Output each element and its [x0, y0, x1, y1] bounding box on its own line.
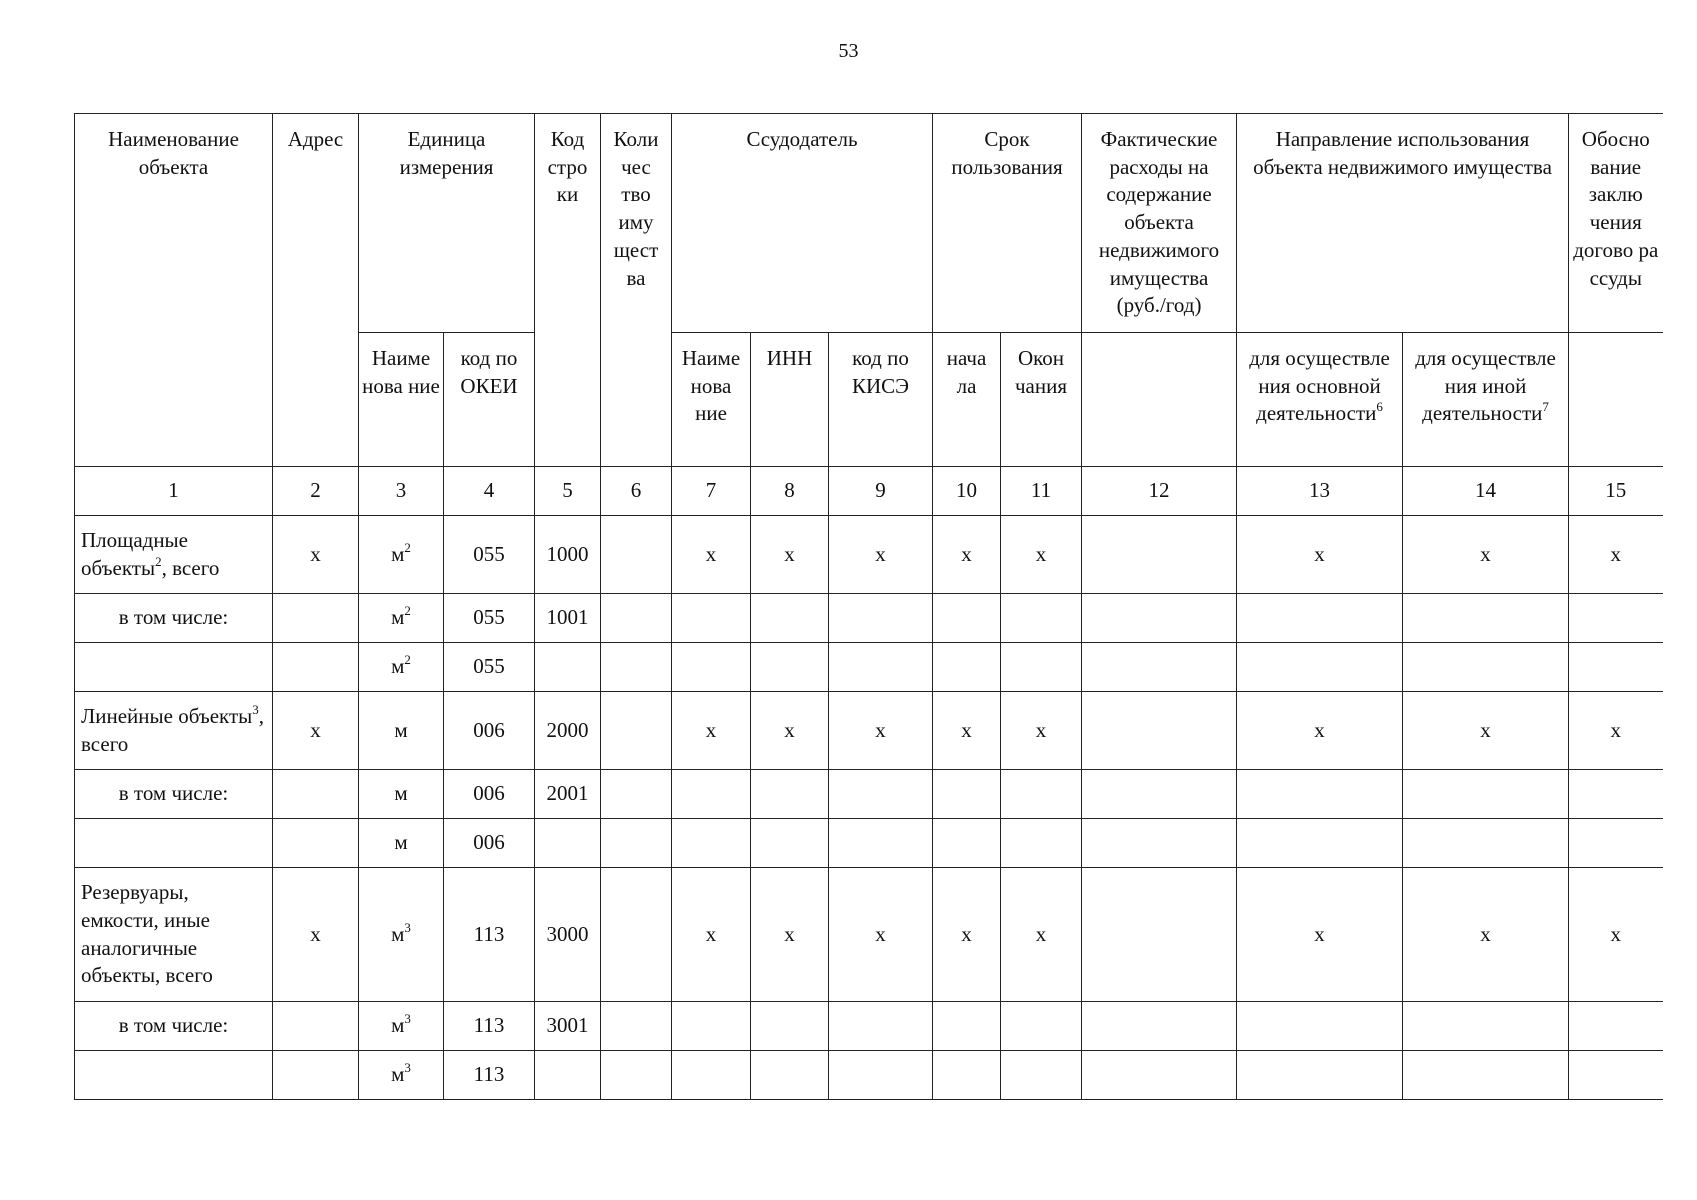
cell-col-2: х [273, 868, 359, 1002]
cell-col-7 [672, 1051, 751, 1100]
column-number: 8 [751, 467, 829, 516]
cell-col-5 [535, 819, 601, 868]
table-row [75, 594, 1663, 643]
unit-exponent: 3 [404, 1060, 411, 1076]
cell-col-11 [1001, 819, 1082, 868]
column-numbers-row [75, 467, 1663, 516]
row-name-tail: , всего [81, 703, 265, 756]
cell-col-4: 113 [444, 1002, 535, 1051]
header-lender-group: Ссудодатель [672, 114, 933, 333]
row-name-tail: , всего [161, 555, 220, 580]
table-row [75, 643, 1663, 692]
cell-col-8 [751, 643, 829, 692]
cell-col-7 [672, 594, 751, 643]
header-unit-group: Единица измерения [359, 114, 535, 333]
header-basis-empty [1569, 333, 1663, 467]
row-name-text: в том числе: [118, 605, 229, 630]
cell-col-3 [359, 692, 444, 770]
cell-col-12 [1082, 643, 1237, 692]
column-number: 5 [535, 467, 601, 516]
cell-col-2 [273, 770, 359, 819]
cell-col-6 [601, 692, 672, 770]
header-okei-code: код по ОКЕИ [444, 333, 535, 467]
row-name-text: в том числе: [118, 781, 229, 806]
row-object-name [75, 819, 273, 868]
cell-col-9: х [829, 692, 933, 770]
cell-col-8: х [751, 516, 829, 594]
cell-col-10: х [933, 692, 1001, 770]
cell-col-2: х [273, 516, 359, 594]
cell-col-13 [1237, 1051, 1403, 1100]
cell-col-4: 055 [444, 594, 535, 643]
cell-col-8: х [751, 868, 829, 1002]
cell-col-12 [1082, 692, 1237, 770]
cell-col-4: 055 [444, 516, 535, 594]
cell-col-3 [359, 1051, 444, 1100]
cell-col-10 [933, 1051, 1001, 1100]
cell-col-5: 2000 [535, 692, 601, 770]
cell-col-2 [273, 594, 359, 643]
cell-col-6 [601, 516, 672, 594]
unit-text: м [394, 717, 408, 742]
cell-col-13 [1237, 819, 1403, 868]
cell-col-9 [829, 1051, 933, 1100]
cell-col-11 [1001, 1051, 1082, 1100]
header-quantity: Коли чес тво иму щест ва [601, 114, 672, 467]
cell-col-8 [751, 1002, 829, 1051]
cell-col-10 [933, 594, 1001, 643]
column-number: 3 [359, 467, 444, 516]
header-actual-expenses: Фактические расходы на содержание объекта недвижимого имущества (руб./год) [1082, 114, 1237, 333]
cell-col-9 [829, 770, 933, 819]
unit-text: м [391, 1062, 405, 1087]
cell-col-5 [535, 643, 601, 692]
cell-col-9: х [829, 868, 933, 1002]
cell-col-11 [1001, 770, 1082, 819]
cell-col-11: х [1001, 868, 1082, 1002]
column-number: 4 [444, 467, 535, 516]
unit-text: м [394, 781, 408, 806]
cell-col-3 [359, 1002, 444, 1051]
header-address: Адрес [273, 114, 359, 467]
header-loan-basis: Обосно вание заклю чения догово ра ссуды [1569, 114, 1663, 333]
cell-col-3 [359, 868, 444, 1002]
cell-col-9: х [829, 516, 933, 594]
cell-col-6 [601, 819, 672, 868]
cell-col-13 [1237, 594, 1403, 643]
column-number: 11 [1001, 467, 1082, 516]
cell-col-14 [1403, 819, 1569, 868]
cell-col-9 [829, 594, 933, 643]
header-usage-group: Направление использования объекта недвижимого имущества [1237, 114, 1569, 333]
row-name-footnote: 3 [252, 701, 259, 717]
cell-col-13: х [1237, 868, 1403, 1002]
cell-col-11 [1001, 643, 1082, 692]
cell-col-4: 006 [444, 692, 535, 770]
cell-col-4: 006 [444, 770, 535, 819]
cell-col-7 [672, 819, 751, 868]
cell-col-2 [273, 643, 359, 692]
row-object-name [75, 1051, 273, 1100]
cell-col-6 [601, 1002, 672, 1051]
cell-col-9 [829, 819, 933, 868]
row-name-text: в том числе: [118, 1013, 229, 1038]
header-line-code: Код стро ки [535, 114, 601, 467]
cell-col-15 [1569, 594, 1663, 643]
cell-col-2 [273, 1002, 359, 1051]
row-object-name [75, 692, 273, 770]
cell-col-6 [601, 868, 672, 1002]
cell-col-4: 113 [444, 1051, 535, 1100]
cell-col-6 [601, 1051, 672, 1100]
cell-col-7: х [672, 516, 751, 594]
cell-col-6 [601, 770, 672, 819]
cell-col-8 [751, 1051, 829, 1100]
cell-col-3 [359, 643, 444, 692]
cell-col-11 [1001, 594, 1082, 643]
cell-col-13: х [1237, 516, 1403, 594]
cell-col-12 [1082, 594, 1237, 643]
header-lender-name: Наиме нова ние [672, 333, 751, 467]
cell-col-12 [1082, 770, 1237, 819]
header-main-activity [1237, 333, 1403, 467]
header-term-group: Срок пользования [933, 114, 1082, 333]
cell-col-7: х [672, 868, 751, 1002]
cell-col-6 [601, 594, 672, 643]
leased-property-table [74, 113, 1663, 1100]
row-object-name [75, 594, 273, 643]
cell-col-15 [1569, 819, 1663, 868]
cell-col-5 [535, 1051, 601, 1100]
cell-col-15 [1569, 643, 1663, 692]
unit-exponent: 2 [404, 652, 411, 668]
row-object-name [75, 1002, 273, 1051]
cell-col-12 [1082, 1051, 1237, 1100]
cell-col-2: х [273, 692, 359, 770]
cell-col-10: х [933, 516, 1001, 594]
cell-col-2 [273, 819, 359, 868]
cell-col-11: х [1001, 516, 1082, 594]
footnote-7: 7 [1542, 399, 1549, 415]
unit-exponent: 3 [404, 1011, 411, 1027]
unit-text: м [391, 605, 405, 630]
cell-col-3 [359, 594, 444, 643]
cell-col-4: 113 [444, 868, 535, 1002]
table-row [75, 516, 1663, 594]
cell-col-3 [359, 516, 444, 594]
cell-col-15: х [1569, 692, 1663, 770]
cell-col-14 [1403, 1051, 1569, 1100]
cell-col-7 [672, 643, 751, 692]
cell-col-12 [1082, 868, 1237, 1002]
cell-col-3 [359, 819, 444, 868]
cell-col-11: х [1001, 692, 1082, 770]
header-term-start: нача ла [933, 333, 1001, 467]
cell-col-8: х [751, 692, 829, 770]
row-object-name [75, 643, 273, 692]
header-other-activity [1403, 333, 1569, 467]
cell-col-8 [751, 594, 829, 643]
page-number: 53 [838, 40, 859, 62]
footnote-6: 6 [1376, 399, 1383, 415]
header-main-activity-text: для осуществле ния основной деятельности [1249, 346, 1390, 426]
unit-exponent: 2 [404, 603, 411, 619]
header-unit-name: Наиме нова ние [359, 333, 444, 467]
cell-col-13 [1237, 770, 1403, 819]
column-number: 6 [601, 467, 672, 516]
cell-col-10 [933, 770, 1001, 819]
cell-col-10: х [933, 868, 1001, 1002]
header-term-end: Окон чания [1001, 333, 1082, 467]
row-object-name [75, 868, 273, 1002]
cell-col-14: х [1403, 516, 1569, 594]
unit-text: м [391, 1013, 405, 1038]
cell-col-5: 1000 [535, 516, 601, 594]
row-name-text: Линейные объекты [81, 703, 253, 728]
cell-col-12 [1082, 819, 1237, 868]
cell-col-15: х [1569, 868, 1663, 1002]
column-number: 12 [1082, 467, 1237, 516]
cell-col-10 [933, 1002, 1001, 1051]
header-inn: ИНН [751, 333, 829, 467]
cell-col-12 [1082, 516, 1237, 594]
row-object-name [75, 770, 273, 819]
column-number: 7 [672, 467, 751, 516]
column-number: 15 [1569, 467, 1663, 516]
cell-col-15 [1569, 770, 1663, 819]
row-name-text: Резервуары, емкости, иные аналогичные объекты, всего [81, 880, 213, 988]
cell-col-11 [1001, 1002, 1082, 1051]
cell-col-14 [1403, 770, 1569, 819]
table-row [75, 868, 1663, 1002]
cell-col-14 [1403, 594, 1569, 643]
cell-col-5: 2001 [535, 770, 601, 819]
cell-col-15 [1569, 1002, 1663, 1051]
header-expenses-empty [1082, 333, 1237, 467]
cell-col-8 [751, 770, 829, 819]
cell-col-8 [751, 819, 829, 868]
column-number: 13 [1237, 467, 1403, 516]
table-row [75, 770, 1663, 819]
cell-col-14 [1403, 643, 1569, 692]
column-number: 10 [933, 467, 1001, 516]
unit-text: м [391, 654, 405, 679]
cell-col-10 [933, 819, 1001, 868]
cell-col-2 [273, 1051, 359, 1100]
cell-col-7: х [672, 692, 751, 770]
cell-col-9 [829, 1002, 933, 1051]
cell-col-5: 3000 [535, 868, 601, 1002]
header-object-name: Наименование объекта [75, 114, 273, 467]
cell-col-7 [672, 770, 751, 819]
cell-col-5: 1001 [535, 594, 601, 643]
unit-text: м [391, 541, 405, 566]
column-number: 2 [273, 467, 359, 516]
table-row [75, 692, 1663, 770]
cell-col-15: х [1569, 516, 1663, 594]
row-name-text: Площадные объекты [81, 527, 188, 580]
cell-col-14 [1403, 1002, 1569, 1051]
unit-exponent: 3 [404, 919, 411, 935]
column-number: 1 [75, 467, 273, 516]
unit-text: м [394, 830, 408, 855]
row-name-footnote: 2 [155, 553, 162, 569]
cell-col-9 [829, 643, 933, 692]
cell-col-13 [1237, 1002, 1403, 1051]
table-row [75, 1002, 1663, 1051]
cell-col-5: 3001 [535, 1002, 601, 1051]
column-number: 9 [829, 467, 933, 516]
row-object-name [75, 516, 273, 594]
cell-col-4: 055 [444, 643, 535, 692]
table-row [75, 1051, 1663, 1100]
unit-text: м [391, 921, 405, 946]
cell-col-15 [1569, 1051, 1663, 1100]
cell-col-14: х [1403, 692, 1569, 770]
header-kise-code: код по КИСЭ [829, 333, 933, 467]
cell-col-10 [933, 643, 1001, 692]
unit-exponent: 2 [404, 539, 411, 555]
cell-col-13 [1237, 643, 1403, 692]
table-row [75, 819, 1663, 868]
cell-col-14: х [1403, 868, 1569, 1002]
cell-col-3 [359, 770, 444, 819]
header-other-activity-text: для осуществле ния иной деятельности [1415, 346, 1556, 426]
column-number: 14 [1403, 467, 1569, 516]
cell-col-13: х [1237, 692, 1403, 770]
header-row-1 [75, 114, 1663, 333]
cell-col-7 [672, 1002, 751, 1051]
cell-col-6 [601, 643, 672, 692]
cell-col-12 [1082, 1002, 1237, 1051]
cell-col-4: 006 [444, 819, 535, 868]
